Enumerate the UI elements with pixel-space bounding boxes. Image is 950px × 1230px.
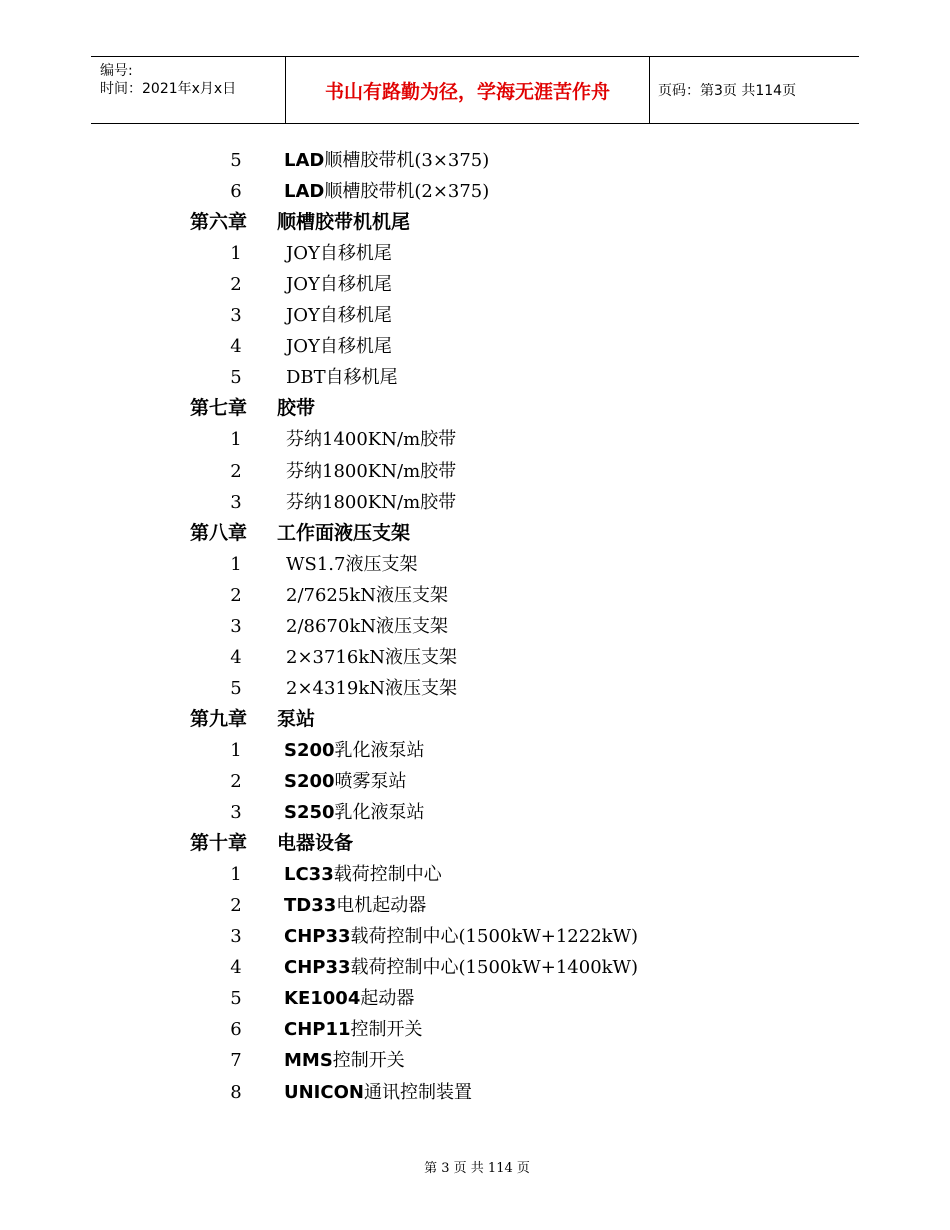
list-item xyxy=(0,145,950,176)
item-number: 3 xyxy=(230,802,242,824)
item-number: 2 xyxy=(230,584,242,606)
item-text xyxy=(286,362,398,393)
chapter-number: 第十章 xyxy=(190,832,248,855)
item-description: 起动器 xyxy=(360,988,415,1010)
item-number: 1 xyxy=(230,429,242,451)
list-item xyxy=(0,921,950,952)
item-number: 5 xyxy=(230,988,242,1010)
item-number: 1 xyxy=(230,864,242,886)
item-number: 2 xyxy=(230,460,242,482)
item-number: 6 xyxy=(230,1019,242,1041)
list-item xyxy=(0,611,950,642)
list-item xyxy=(0,1077,950,1108)
item-text xyxy=(286,331,392,362)
list-item xyxy=(0,1014,950,1045)
item-text xyxy=(286,611,448,642)
list-item xyxy=(0,983,950,1014)
list-item xyxy=(0,766,950,797)
list-item xyxy=(0,176,950,207)
item-text xyxy=(284,145,489,176)
item-description: DBT自移机尾 xyxy=(286,367,398,389)
list-item xyxy=(0,890,950,921)
item-description: 芬纳1800KN/m胶带 xyxy=(286,491,457,513)
list-item xyxy=(0,331,950,362)
chapter-heading xyxy=(190,207,410,238)
item-description: 2/8670kN液压支架 xyxy=(286,615,448,637)
item-code: UNICON xyxy=(284,1081,364,1103)
item-code: LAD xyxy=(284,150,325,171)
item-text xyxy=(284,890,426,921)
item-text xyxy=(286,424,456,455)
item-text xyxy=(284,797,425,828)
list-item xyxy=(0,952,950,983)
item-description: 载荷控制中心 xyxy=(333,864,442,886)
item-text xyxy=(284,1077,472,1108)
chapter-heading xyxy=(190,704,315,735)
item-description: 顺槽胶带机(3×375) xyxy=(324,150,490,171)
item-number: 3 xyxy=(230,491,242,513)
item-code: S200 xyxy=(284,771,335,792)
page-footer: 第 3 页 共 114 页 xyxy=(424,1161,530,1176)
item-code: MMS xyxy=(284,1050,333,1072)
item-number: 5 xyxy=(230,150,242,171)
list-item xyxy=(0,580,950,611)
item-description: 通讯控制装置 xyxy=(363,1081,472,1103)
item-description: JOY自移机尾 xyxy=(286,305,392,327)
item-number: 6 xyxy=(230,181,242,203)
chapter-number: 第六章 xyxy=(190,211,248,234)
item-description: 芬纳1400KN/m胶带 xyxy=(286,429,457,451)
item-number: 4 xyxy=(230,336,242,358)
item-text xyxy=(286,580,448,611)
list-item xyxy=(0,1045,950,1076)
item-description: 载荷控制中心(1500kW+1400kW) xyxy=(350,957,639,979)
item-text xyxy=(284,1045,405,1076)
chapter-number: 第七章 xyxy=(190,397,248,420)
item-description: WS1.7液压支架 xyxy=(286,553,418,575)
item-number: 1 xyxy=(230,739,242,761)
item-code: TD33 xyxy=(284,895,337,917)
item-text xyxy=(286,300,392,331)
item-description: 乳化液泵站 xyxy=(334,802,425,824)
item-text xyxy=(284,766,407,797)
item-number: 1 xyxy=(230,553,242,575)
item-description: JOY自移机尾 xyxy=(286,243,392,265)
chapter-number: 第九章 xyxy=(190,707,248,730)
item-description: 控制开关 xyxy=(350,1019,423,1041)
item-description: 乳化液泵站 xyxy=(334,739,425,761)
list-item xyxy=(0,642,950,673)
item-number: 5 xyxy=(230,677,242,699)
list-item xyxy=(0,362,950,393)
item-text xyxy=(286,456,456,487)
item-code: S200 xyxy=(284,739,335,761)
item-code: KE1004 xyxy=(284,988,361,1010)
item-number: 7 xyxy=(230,1050,242,1072)
chapter-title: 胶带 xyxy=(277,397,316,420)
item-code: CHP33 xyxy=(284,926,351,948)
item-description: 2/7625kN液压支架 xyxy=(286,584,448,606)
item-text xyxy=(284,1014,423,1045)
item-number: 3 xyxy=(230,305,242,327)
item-text xyxy=(284,859,442,890)
page-info: 页码：第3页 共114页 xyxy=(658,83,797,99)
item-text xyxy=(286,673,457,704)
list-item xyxy=(0,673,950,704)
item-text xyxy=(286,269,392,300)
item-text xyxy=(286,487,456,518)
list-item xyxy=(0,300,950,331)
item-number: 5 xyxy=(230,367,242,389)
chapter-number: 第八章 xyxy=(190,521,248,544)
item-description: 2×3716kN液压支架 xyxy=(286,646,457,668)
list-item xyxy=(0,456,950,487)
item-text xyxy=(284,952,638,983)
item-description: 芬纳1800KN/m胶带 xyxy=(286,460,457,482)
list-item xyxy=(0,859,950,890)
chapter-heading xyxy=(190,518,410,549)
item-text xyxy=(286,238,392,269)
item-number: 2 xyxy=(230,771,242,792)
item-description: 载荷控制中心(1500kW+1222kW) xyxy=(350,926,639,948)
item-description: JOY自移机尾 xyxy=(286,274,392,296)
item-text xyxy=(284,983,414,1014)
item-code: CHP11 xyxy=(284,1019,351,1041)
chapter-heading xyxy=(190,828,353,859)
chapter-heading xyxy=(190,393,315,424)
list-item xyxy=(0,549,950,580)
item-text xyxy=(284,735,425,766)
item-description: 喷雾泵站 xyxy=(334,771,407,792)
chapter-title: 泵站 xyxy=(277,707,316,730)
item-code: LC33 xyxy=(284,864,334,886)
chapter-title: 电器设备 xyxy=(277,832,354,855)
item-code: S250 xyxy=(284,802,335,824)
item-number: 4 xyxy=(230,957,242,979)
chapter-title: 工作面液压支架 xyxy=(277,521,411,544)
list-item xyxy=(0,424,950,455)
item-text xyxy=(286,642,457,673)
list-item xyxy=(0,238,950,269)
item-number: 2 xyxy=(230,274,242,296)
list-item xyxy=(0,797,950,828)
motto-text: 书山有路勤为径，学海无涯苦作舟 xyxy=(324,81,610,103)
item-description: 电机起动器 xyxy=(336,895,427,917)
item-text xyxy=(286,549,417,580)
item-text xyxy=(284,921,638,952)
item-description: 控制开关 xyxy=(332,1050,405,1072)
list-item xyxy=(0,487,950,518)
item-number: 2 xyxy=(230,895,242,917)
chapter-title: 顺槽胶带机机尾 xyxy=(277,211,411,234)
item-code: CHP33 xyxy=(284,957,351,979)
item-number: 4 xyxy=(230,646,242,668)
item-number: 1 xyxy=(230,243,242,265)
list-item xyxy=(0,269,950,300)
item-code: LAD xyxy=(284,181,325,203)
item-number: 3 xyxy=(230,926,242,948)
number-label: 编号: xyxy=(100,63,133,79)
item-text xyxy=(284,176,489,207)
item-number: 3 xyxy=(230,615,242,637)
list-item xyxy=(0,735,950,766)
item-description: 2×4319kN液压支架 xyxy=(286,677,457,699)
item-description: 顺槽胶带机(2×375) xyxy=(324,181,490,203)
time-label: 时间：2021年x月x日 xyxy=(100,81,237,97)
item-description: JOY自移机尾 xyxy=(286,336,392,358)
item-number: 8 xyxy=(230,1081,242,1103)
